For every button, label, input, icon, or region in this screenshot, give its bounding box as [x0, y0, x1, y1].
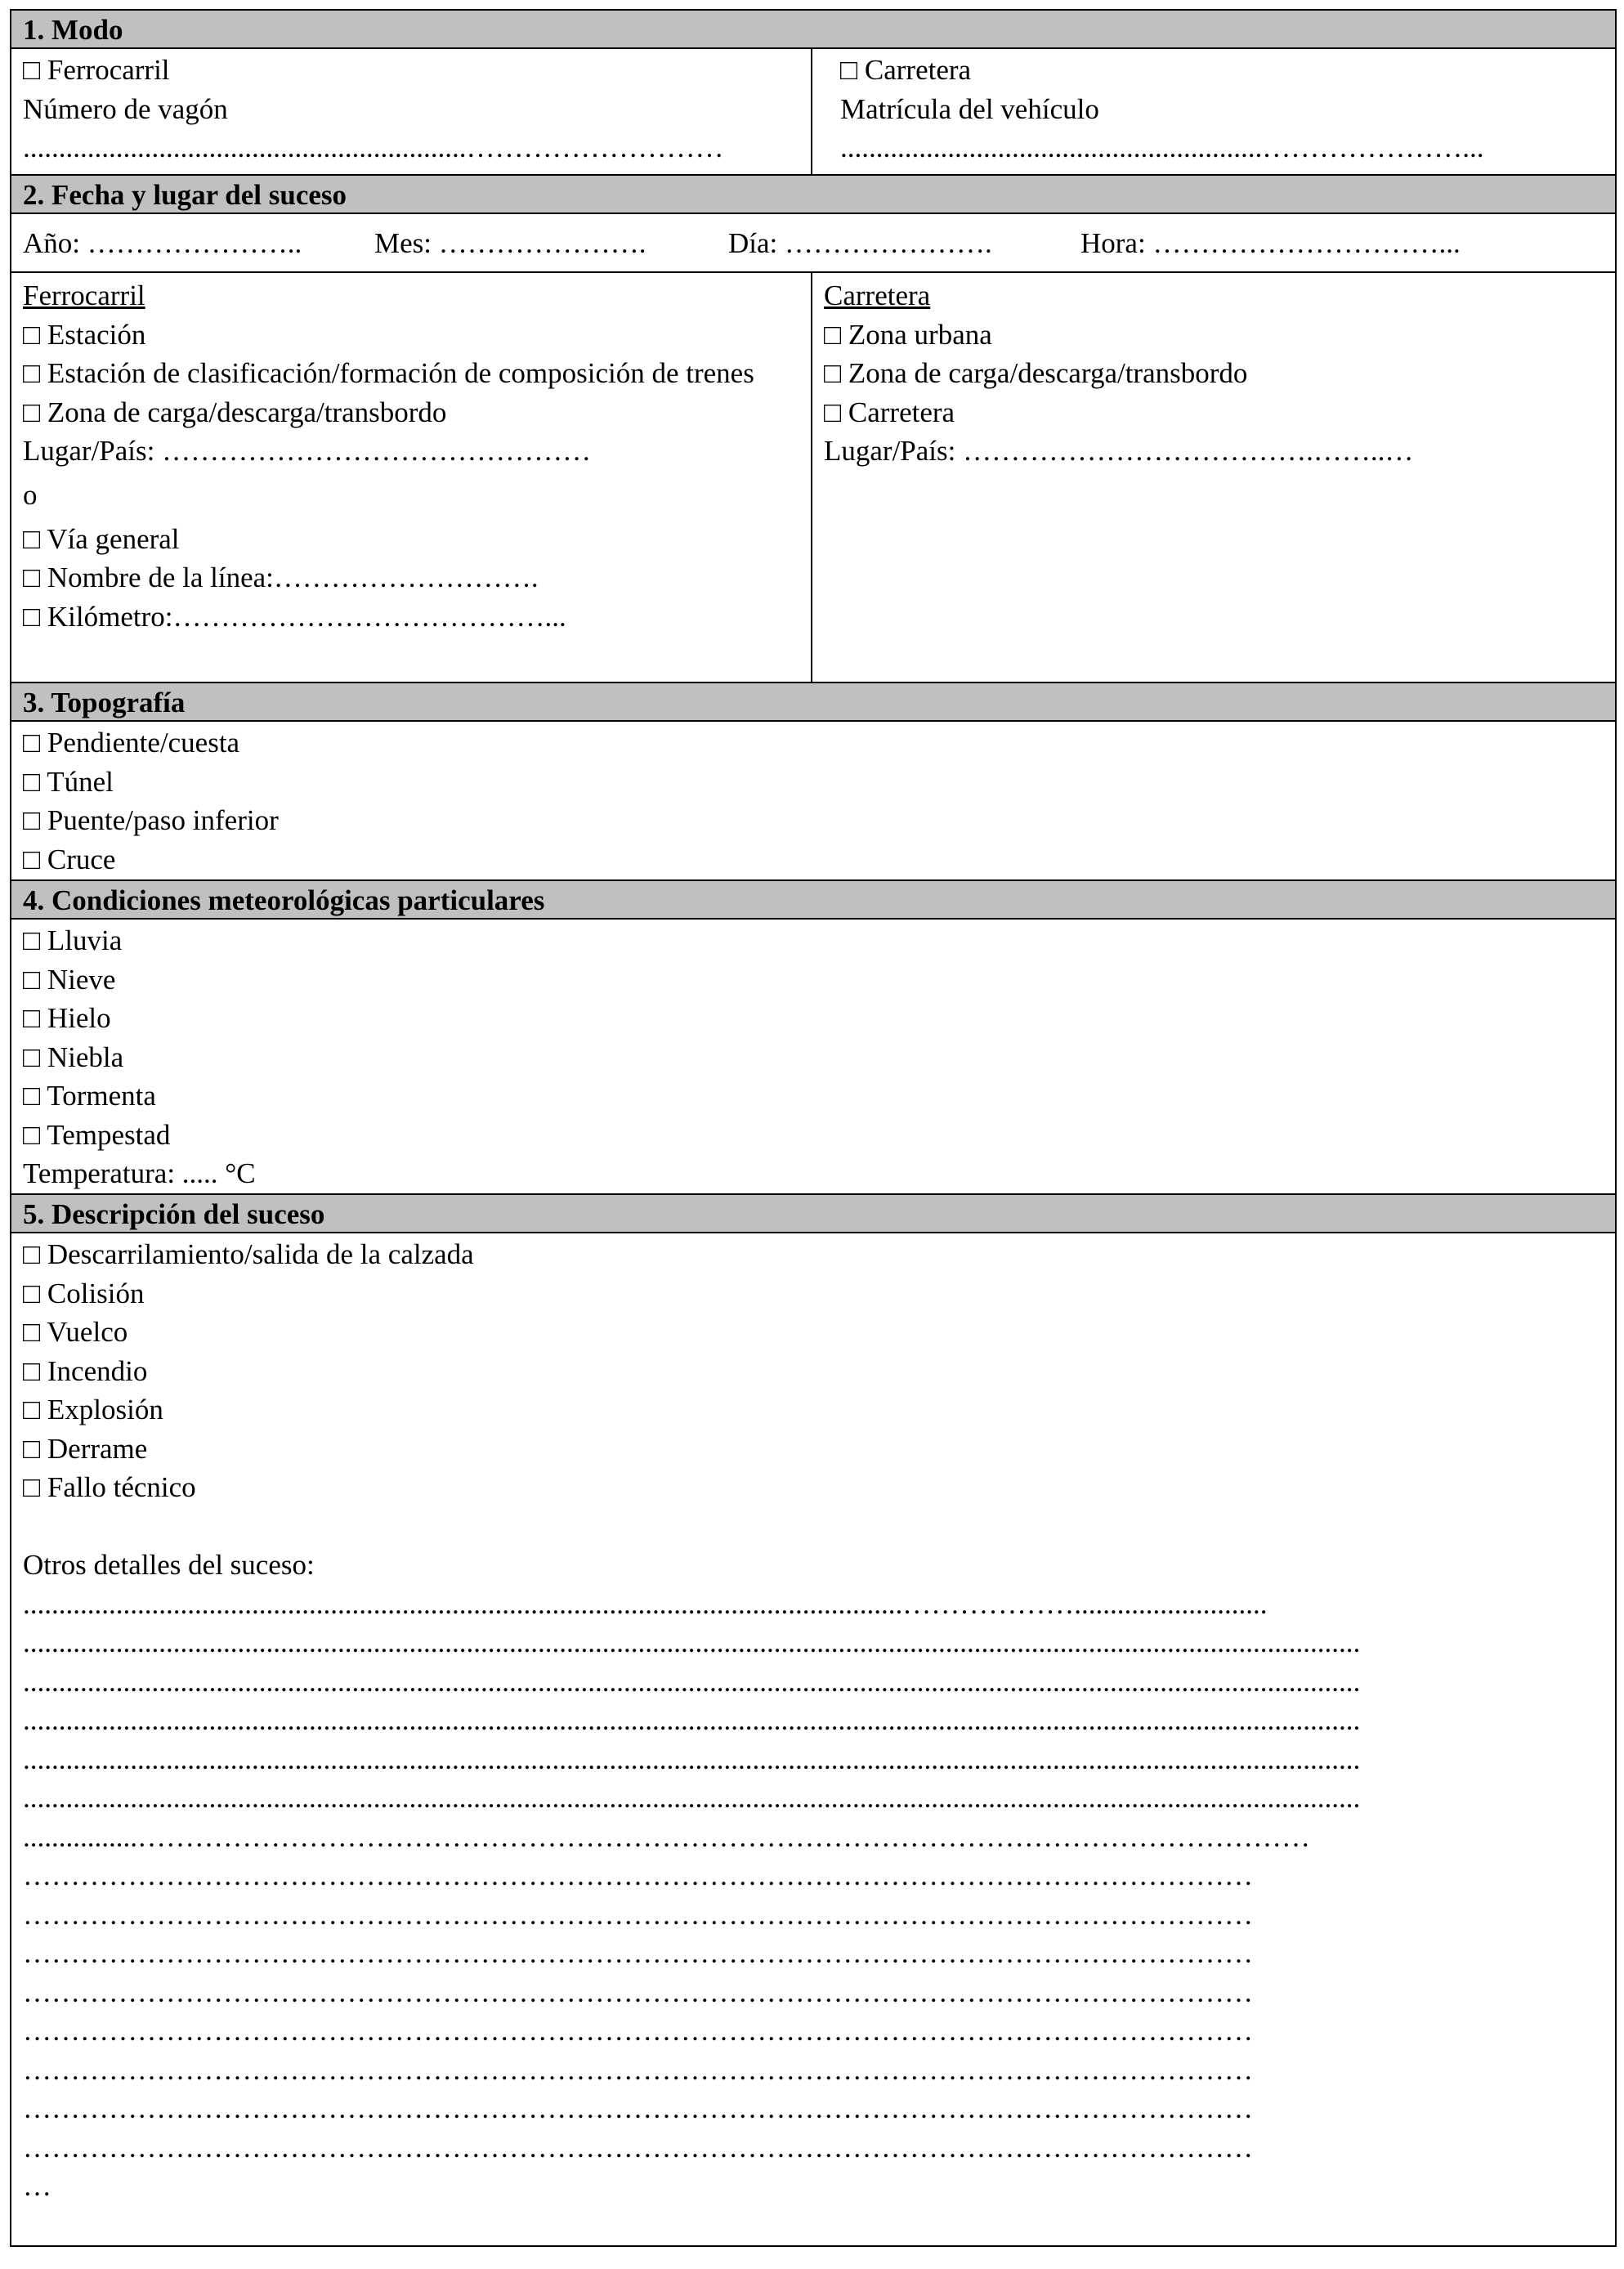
lugar-pais-ferrocarril-field[interactable]: Lugar/País: ………………………………………: [23, 435, 592, 467]
o-separator: o: [23, 478, 38, 511]
fallo-tecnico-checkbox[interactable]: □ Fallo técnico: [23, 1471, 196, 1503]
section-header-meteo: 4. Condiciones meteorológicas particulares: [11, 881, 1615, 920]
detalles-line[interactable]: …………………………………………………………………………………………………………………: [23, 2092, 1253, 2124]
hora-field[interactable]: Hora: …………………………...: [1080, 227, 1461, 259]
detalles-line[interactable]: ................……………………………………………………………………………………………………………: [23, 1820, 1310, 1853]
tormenta-checkbox[interactable]: □ Tormenta: [23, 1080, 156, 1112]
detalles-line[interactable]: …: [23, 2170, 51, 2202]
numero-vagon-field[interactable]: ..............................................................………………………: [23, 132, 724, 163]
anio-field[interactable]: Año: …………………..: [23, 227, 302, 259]
mes-field[interactable]: Mes: ………………….: [374, 227, 646, 259]
detalles-line[interactable]: …………………………………………………………………………………………………………………: [23, 2053, 1253, 2086]
explosion-checkbox[interactable]: □ Explosión: [23, 1394, 163, 1425]
pendiente-checkbox[interactable]: □ Pendiente/cuesta: [23, 727, 240, 759]
incendio-checkbox[interactable]: □ Incendio: [23, 1354, 148, 1387]
derrame-checkbox[interactable]: □ Derrame: [23, 1432, 148, 1465]
meteo-block: [11, 920, 1615, 1195]
ferrocarril-subtitle: Ferrocarril: [23, 280, 145, 311]
numero-vagon-label: Número de vagón: [23, 92, 228, 125]
lugar-pais-carretera-field[interactable]: Lugar/País: ……………………………….……..…: [824, 435, 1414, 467]
detalles-line[interactable]: …………………………………………………………………………………………………………………: [23, 1976, 1253, 2008]
puente-checkbox[interactable]: □ Puente/paso inferior: [23, 804, 279, 836]
niebla-checkbox[interactable]: □ Niebla: [23, 1041, 124, 1073]
topografia-block: [11, 722, 1615, 881]
carretera-subtitle: Carretera: [824, 280, 931, 311]
incident-form: [10, 9, 1617, 2247]
nombre-linea-field[interactable]: □ Nombre de la línea:……………………….: [23, 562, 539, 593]
lluvia-checkbox[interactable]: □ Lluvia: [23, 924, 123, 956]
detalles-line[interactable]: …………………………………………………………………………………………………………………: [23, 1937, 1253, 1969]
estacion-clasificacion-checkbox[interactable]: □ Estación de clasificación/formación de composición de trenes: [23, 357, 754, 389]
spacer: [23, 1507, 1599, 1546]
modo-row: [11, 49, 1615, 176]
tunel-checkbox[interactable]: □ Túnel: [23, 765, 114, 798]
detalles-line[interactable]: …………………………………………………………………………………………………………………: [23, 1898, 1253, 1931]
detalles-line[interactable]: …………………………………………………………………………………………………………………: [23, 2131, 1253, 2164]
kilometro-field[interactable]: □ Kilómetro:…………………………………...: [23, 600, 566, 633]
detalles-line[interactable]: ...........................................................................................................................................................................................: [23, 1743, 1361, 1775]
zona-carga-carretera-checkbox[interactable]: □ Zona de carga/descarga/transbordo: [824, 357, 1248, 389]
detalles-line[interactable]: ...........................................................................................................................................................................................: [23, 1782, 1361, 1814]
lugar-row: [11, 273, 1615, 683]
temperatura-field[interactable]: Temperatura: ..... °C: [23, 1157, 256, 1189]
zona-carga-ferrocarril-checkbox[interactable]: □ Zona de carga/descarga/transbordo: [23, 396, 447, 428]
modo-ferrocarril-cell: [11, 49, 812, 174]
matricula-label: Matrícula del vehículo: [840, 92, 1099, 125]
detalles-line[interactable]: …………………………………………………………………………………………………………………: [23, 2015, 1253, 2047]
section-header-descripcion: 5. Descripción del suceso: [11, 1195, 1615, 1233]
detalles-line[interactable]: ...........................................................................................................................................................................................: [23, 1627, 1361, 1658]
colision-checkbox[interactable]: □ Colisión: [23, 1277, 145, 1309]
detalles-line[interactable]: …………………………………………………………………………………………………………………: [23, 1860, 1253, 1891]
lugar-ferrocarril-cell: [11, 273, 812, 682]
otros-detalles-label: Otros detalles del suceso:: [23, 1549, 315, 1581]
detalles-line[interactable]: ...........................................................................................................................................................................................: [23, 1665, 1361, 1698]
vuelco-checkbox[interactable]: □ Vuelco: [23, 1316, 128, 1348]
lugar-carretera-cell: [812, 273, 1615, 682]
detalles-line[interactable]: ...........................................................................................................................………………...........................: [23, 1587, 1268, 1620]
nieve-checkbox[interactable]: □ Nieve: [23, 963, 116, 996]
zona-urbana-checkbox[interactable]: □ Zona urbana: [824, 318, 992, 351]
dia-field[interactable]: Día: ………………….: [728, 227, 992, 259]
hielo-checkbox[interactable]: □ Hielo: [23, 1002, 111, 1034]
descarrilamiento-checkbox[interactable]: □ Descarrilamiento/salida de la calzada: [23, 1238, 474, 1270]
descripcion-block: [11, 1233, 1615, 2245]
tempestad-checkbox[interactable]: □ Tempestad: [23, 1118, 171, 1151]
date-line: [11, 214, 1615, 273]
matricula-field[interactable]: ...........................................................…………………...: [840, 132, 1484, 163]
estacion-checkbox[interactable]: □ Estación: [23, 318, 146, 351]
modo-carretera-cell: [812, 49, 1615, 174]
section-header-topografia: 3. Topografía: [11, 683, 1615, 722]
cruce-checkbox[interactable]: □ Cruce: [23, 843, 116, 875]
via-general-checkbox[interactable]: □ Vía general: [23, 522, 180, 555]
carretera-checkbox[interactable]: □ Carretera: [840, 54, 972, 86]
carretera-lugar-checkbox[interactable]: □ Carretera: [824, 396, 955, 428]
section-header-modo: 1. Modo: [11, 11, 1615, 49]
ferrocarril-checkbox[interactable]: □ Ferrocarril: [23, 54, 170, 86]
section-header-fecha: 2. Fecha y lugar del suceso: [11, 176, 1615, 214]
detalles-line[interactable]: ...........................................................................................................................................................................................: [23, 1704, 1361, 1736]
